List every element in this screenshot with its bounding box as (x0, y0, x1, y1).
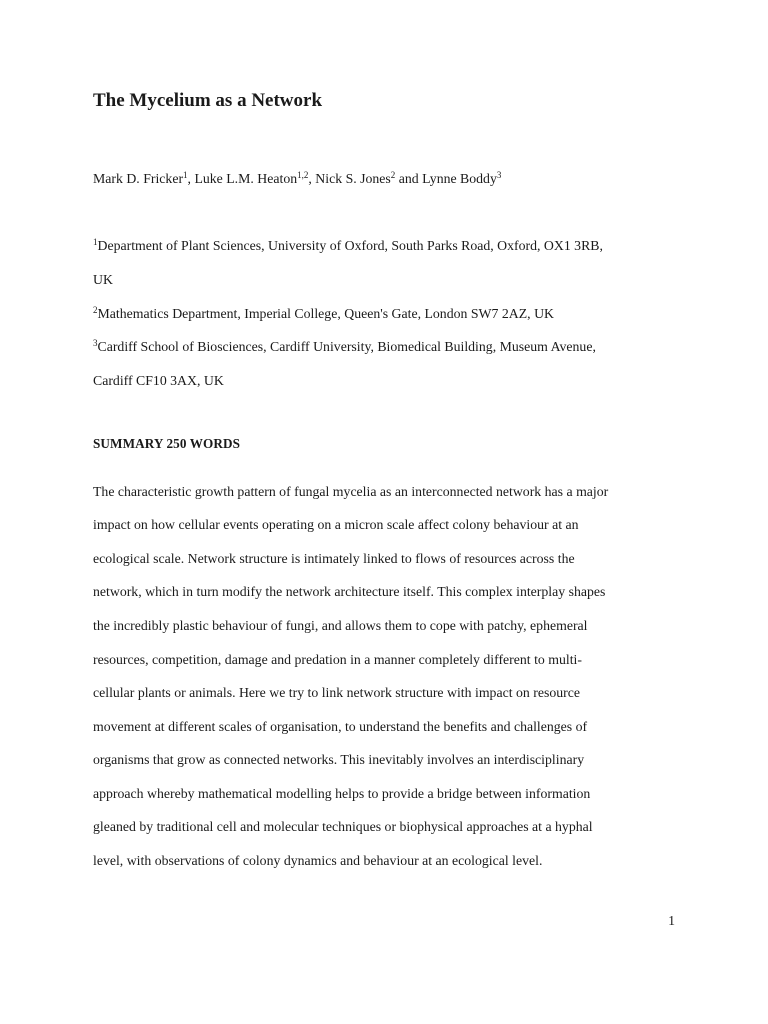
affiliation-marker: 3 (93, 338, 98, 348)
page-number: 1 (668, 913, 675, 928)
summary-line: movement at different scales of organisation, to understand the benefits and challenges of (93, 719, 588, 734)
summary-line: network, which in turn modify the network architecture itself. This complex interplay shapes (93, 584, 606, 599)
author-affiliation-marker: 1,2 (297, 170, 309, 180)
affiliation-text: Mathematics Department, Imperial College, Queen's Gate, London SW7 2AZ, UK (97, 306, 555, 321)
affiliation-3-continued: Cardiff CF10 3AX, UK (93, 373, 224, 388)
author-separator: , (308, 171, 316, 186)
author-separator: , (187, 171, 195, 186)
author-name: Luke L.M. Heaton (194, 171, 298, 186)
summary-line: ecological scale. Network structure is intimately linked to flows of resources across the (93, 551, 575, 566)
summary-line: gleaned by traditional cell and molecular techniques or biophysical approaches at a hyphal (93, 819, 593, 834)
summary-line: impact on how cellular events operating on a micron scale affect colony behaviour at an (93, 517, 579, 532)
paper-title: The Mycelium as a Network (93, 90, 323, 111)
affiliation-text: Cardiff School of Biosciences, Cardiff University, Biomedical Building, Museum Avenue, (97, 339, 596, 354)
affiliation-3 (93, 338, 596, 356)
affiliation-marker: 1 (93, 237, 98, 247)
summary-heading: SUMMARY 250 WORDS (93, 436, 241, 451)
author-name: Mark D. Fricker (93, 171, 184, 186)
summary-line: cellular plants or animals. Here we try to link network structure with impact on resource (93, 685, 580, 700)
affiliation-1 (93, 237, 603, 255)
author-separator: and (395, 171, 423, 186)
summary-line: resources, competition, damage and predation in a manner completely different to multi- (93, 652, 582, 667)
summary-line: approach whereby mathematical modelling helps to provide a bridge between information (93, 786, 591, 801)
summary-line: the incredibly plastic behaviour of fungi, and allows them to cope with patchy, ephemeral (93, 618, 588, 633)
summary-line: level, with observations of colony dynamics and behaviour at an ecological level. (93, 853, 543, 868)
author-name: Lynne Boddy (422, 171, 497, 186)
author-affiliation-marker: 2 (390, 170, 396, 180)
affiliation-marker: 2 (93, 305, 98, 315)
author-list (93, 170, 501, 188)
summary-line: organisms that grow as connected networks. This inevitably involves an interdisciplinary (93, 752, 585, 767)
affiliation-1-continued: UK (93, 272, 113, 287)
affiliation-text: Department of Plant Sciences, University of Oxford, South Parks Road, Oxford, OX1 3RB, (97, 238, 603, 253)
author-affiliation-marker: 3 (496, 170, 502, 180)
summary-line: The characteristic growth pattern of fungal mycelia as an interconnected network has a major (93, 484, 609, 499)
affiliation-2 (93, 305, 554, 323)
author-affiliation-marker: 1 (183, 170, 188, 180)
author-name: Nick S. Jones (315, 171, 391, 186)
